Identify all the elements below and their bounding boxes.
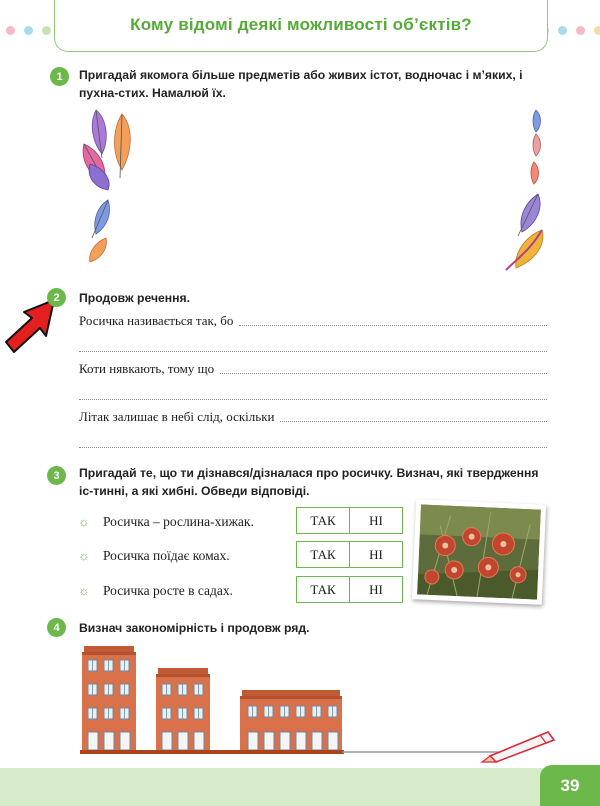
answer-line[interactable]	[79, 351, 547, 352]
feather-icon	[90, 238, 107, 262]
false-option[interactable]: НІ	[369, 581, 383, 597]
feather-icon	[531, 162, 539, 184]
sun-bullet-icon: ☼	[78, 548, 90, 563]
sentence-row-2[interactable]	[79, 361, 547, 377]
statement-text: Росичка поїдає комах.	[103, 548, 230, 563]
feather-icon	[89, 164, 109, 190]
sentence-row-1[interactable]	[79, 313, 547, 329]
sun-bullet-icon: ☼	[78, 583, 90, 598]
sun-bullet-icon: ☼	[78, 514, 90, 529]
task3-instruction: Пригадай те, що ти дізнався/дізналася про росичку. Визнач, які твердження іс-тинні, а які хибні. Обведи відповіді.	[79, 466, 539, 498]
feather-icon	[506, 230, 543, 270]
sundew-plant-image	[417, 504, 541, 599]
building-2-floors	[240, 690, 342, 752]
pencil-icon	[482, 732, 554, 762]
statement-text: Росичка – рослина-хижак.	[103, 514, 254, 529]
sentence-start: Росичка називається так, бо	[79, 313, 234, 328]
statement-3	[77, 583, 233, 599]
false-option[interactable]: НІ	[369, 546, 383, 562]
feather-icon	[518, 194, 540, 236]
page-number: 39	[540, 765, 600, 806]
feather-icon	[533, 110, 541, 132]
statement-2	[77, 548, 230, 564]
task1-instruction: Пригадай якомога більше предметів або живих істот, водночас і мʼяких, і пухна-стих. Намалюй їх.	[79, 68, 523, 100]
buildings-pattern-illustration	[78, 644, 558, 764]
true-option[interactable]: ТАК	[297, 577, 350, 602]
sentence-start: Коти нявкають, тому що	[79, 361, 215, 376]
statement-1	[77, 514, 254, 530]
task4-instruction: Визнач закономірність і продовж ряд.	[79, 621, 310, 635]
true-false-choice-2	[296, 541, 403, 568]
true-false-choice-1	[296, 507, 403, 534]
answer-line[interactable]	[79, 399, 547, 400]
feather-icon	[92, 200, 110, 238]
sentence-start: Літак залишає в небі слід, оскільки	[79, 409, 275, 424]
true-false-choice-3	[296, 576, 403, 603]
title-box	[54, 0, 548, 52]
building-3-floors	[156, 668, 210, 752]
task2-instruction: Продовж речення.	[79, 291, 191, 305]
sentence-row-3[interactable]	[79, 409, 547, 425]
false-option[interactable]: НІ	[369, 512, 383, 528]
answer-line[interactable]	[220, 373, 547, 374]
true-option[interactable]: ТАК	[297, 508, 350, 533]
task-number-1: 1	[50, 67, 69, 86]
red-arrow-icon	[2, 296, 58, 358]
feathers-left-illustration	[78, 108, 140, 268]
page-title: Кому відомі деякі можливості обʼєктів?	[130, 14, 472, 34]
answer-line[interactable]	[280, 421, 547, 422]
task-number-3: 3	[47, 466, 66, 485]
task-number-4: 4	[47, 618, 66, 637]
true-option[interactable]: ТАК	[297, 542, 350, 567]
feather-icon	[115, 114, 131, 178]
footer-bar	[0, 768, 600, 806]
feathers-right-illustration	[500, 108, 550, 274]
answer-line[interactable]	[239, 325, 547, 326]
feather-icon	[533, 134, 541, 156]
answer-line[interactable]	[79, 447, 547, 448]
building-4-floors	[82, 646, 136, 752]
sundew-photo	[412, 499, 546, 605]
statement-text: Росичка росте в садах.	[103, 583, 233, 598]
task-number-2: 2	[47, 288, 66, 307]
